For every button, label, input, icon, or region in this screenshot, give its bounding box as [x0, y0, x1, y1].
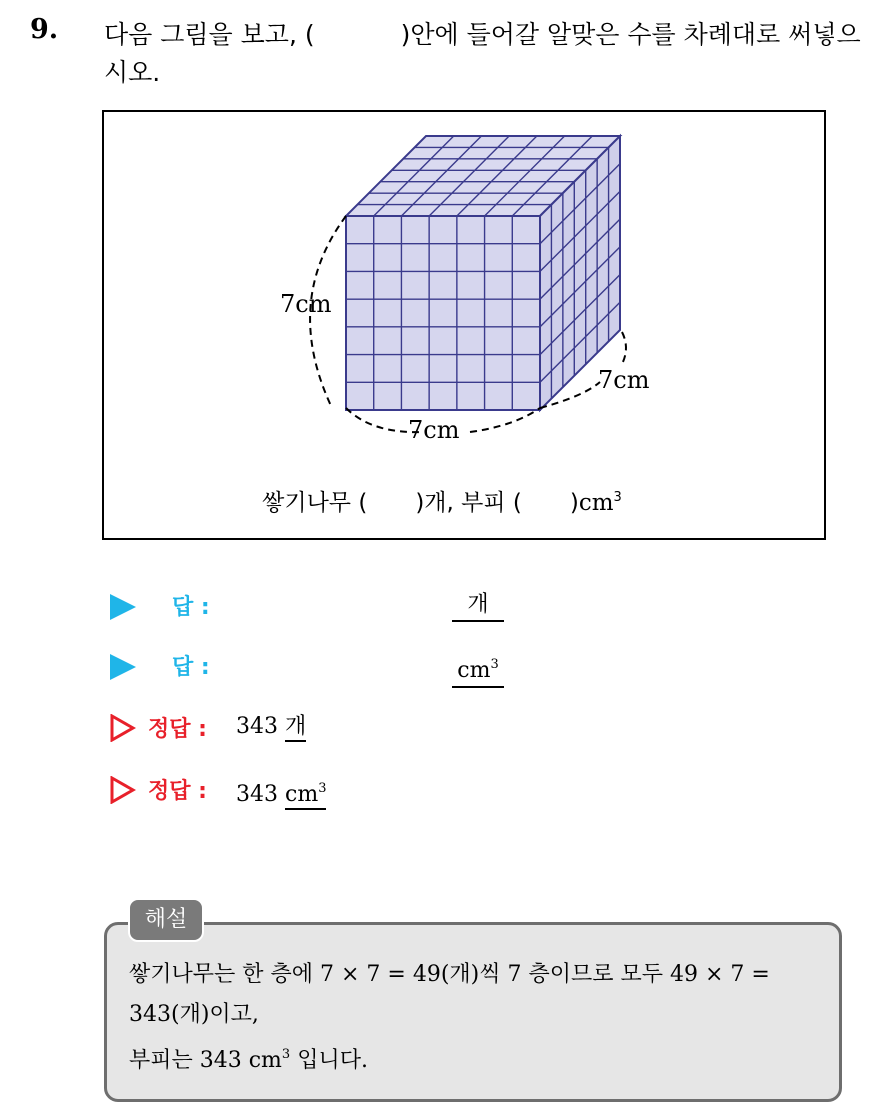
answer-label: 답 : [172, 595, 210, 620]
correct-answer-1 [236, 714, 306, 742]
correct-value: 343 [236, 714, 278, 739]
question-text-before: 다음 그림을 보고, ( [104, 20, 315, 49]
explanation-box [104, 922, 842, 1102]
question-text [104, 16, 864, 92]
answer-label: 답 : [172, 655, 210, 680]
width-dimension-arc-right [470, 408, 540, 432]
explanation-tab: 해설 [128, 898, 204, 942]
width-label: 7cm [408, 416, 460, 444]
figure-box [102, 110, 826, 540]
answer-unit: cm [457, 658, 491, 683]
outline-triangle-icon [110, 714, 136, 742]
correct-unit [285, 776, 326, 810]
cube-front-face [346, 216, 540, 410]
question-text-after: )안에 들어갈 알맞은 수를 차례대로 써넣으시오. [104, 20, 861, 87]
explanation-text [129, 955, 829, 1081]
fill-text-3: ) [569, 490, 579, 516]
fill-text-2: )개, 부피 ( [415, 490, 522, 516]
correct-unit-text: cm [285, 782, 319, 807]
height-label: 7cm [280, 290, 332, 318]
question-number: 9. [30, 14, 59, 45]
answer-input-1[interactable] [452, 590, 504, 622]
explanation-line-3 [129, 1035, 829, 1081]
depth-dimension-arc-upper [622, 332, 626, 364]
correct-value: 343 [236, 782, 278, 807]
fill-text-1: 쌓기나무 ( [262, 490, 368, 516]
correct-label: 정답 : [148, 779, 207, 804]
outline-triangle-icon [110, 776, 136, 804]
fill-in-sentence [0, 484, 884, 517]
explanation-line-2: 343(개)이고, [129, 1002, 259, 1027]
play-triangle-icon [110, 654, 136, 680]
explanation-line-1: 쌓기나무는 한 층에 7 × 7 = 49(개)씩 7 층이므로 모두 49 × 7 = [129, 962, 770, 987]
correct-unit-exponent: 3 [318, 781, 327, 796]
fill-unit-exponent: 3 [613, 490, 622, 505]
correct-unit: 개 [285, 714, 306, 742]
correct-label: 정답 : [148, 717, 207, 742]
explanation-line-3-end: 입니다. [290, 1048, 368, 1073]
fill-unit: cm [578, 490, 614, 516]
play-triangle-icon [110, 594, 136, 620]
answer-input-2[interactable] [452, 650, 504, 688]
correct-answer-2 [236, 776, 326, 810]
answer-unit: 개 [467, 592, 489, 617]
explanation-line-3-text: 부피는 343 cm [129, 1048, 282, 1073]
answer-unit-exponent: 3 [490, 657, 499, 672]
explanation-exponent: 3 [281, 1047, 291, 1062]
depth-label: 7cm [598, 366, 650, 394]
stacked-cube [346, 136, 620, 410]
cube-figure [104, 112, 824, 538]
